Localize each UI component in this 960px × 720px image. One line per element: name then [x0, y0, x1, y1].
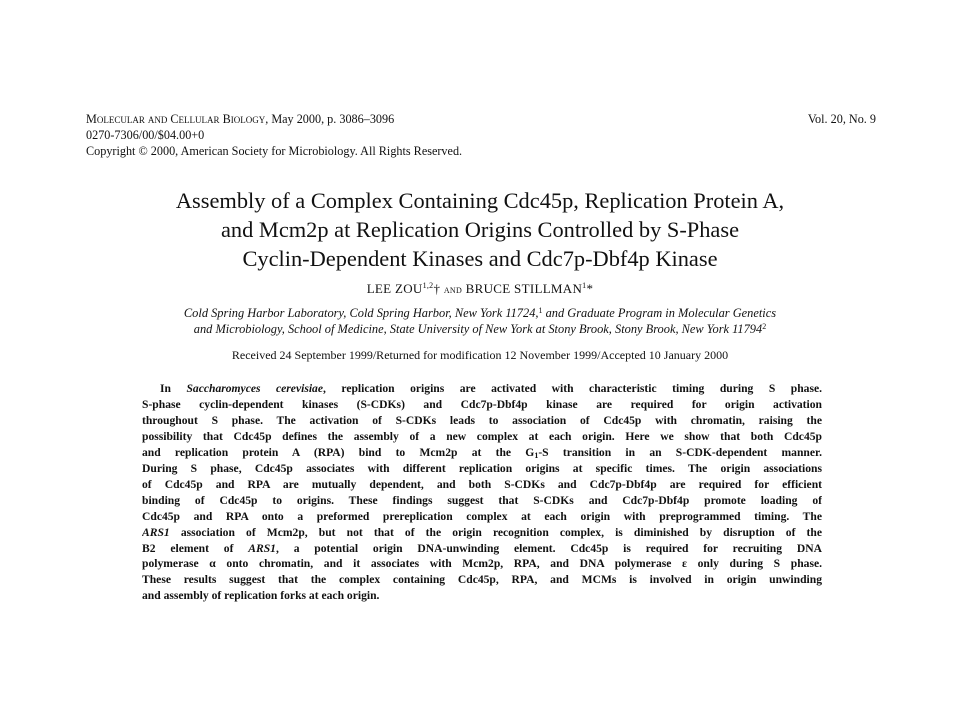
author-footnote-mark: †: [433, 281, 441, 296]
abstract-line: [142, 381, 822, 397]
journal-citation: [86, 111, 394, 127]
abstract-line: throughout S phase. The activation of S-CDKs leads to association of Cdc45p with chromatin, raising the: [142, 413, 822, 427]
received-dates: Received 24 September 1999/Returned for modification 12 November 1999/Accepted 10 January 2000: [231, 348, 729, 362]
abstract-text: and replication protein A (RPA) bind to Mcm2p at the G: [142, 445, 535, 459]
abstract-line: Cdc45p and RPA onto a preformed prereplication complex at each origin with preprogrammed timing. The: [142, 509, 822, 523]
title-line-3: Cyclin-Dependent Kinases and Cdc7p-Dbf4p Kinase: [242, 246, 718, 271]
abstract-line: S-phase cyclin-dependent kinases (S-CDKs) and Cdc7p-Dbf4p kinase are required for origin activation: [142, 397, 822, 411]
affiliation-text: and Microbiology, School of Medicine, State University of New York at Stony Brook, Stony Brook, New York 11794: [193, 322, 763, 336]
abstract-text: association of Mcm2p, but not that of the origin recognition complex, is diminished by disruption of the: [169, 525, 822, 539]
author-line: [0, 281, 960, 298]
article-title: [60, 186, 900, 273]
title-line-2: and Mcm2p at Replication Origins Controlled by S-Phase: [220, 217, 740, 242]
abstract-line: During S phase, Cdc45p associates with different replication origins at specific times. The origin associations: [142, 461, 822, 475]
affiliation-mark: 2: [762, 322, 767, 331]
abstract-text: In: [160, 382, 187, 395]
gene-name: ARS1: [142, 525, 170, 539]
author-name: LEE ZOU: [366, 281, 423, 296]
abstract-line: polymerase α onto chromatin, and it associates with Mcm2p, RPA, and DNA polymerase ε only during S phase.: [142, 557, 822, 571]
abstract: [142, 381, 822, 604]
subscript: 1: [534, 450, 539, 460]
abstract-line: possibility that Cdc45p defines the assembly of a new complex at each origin. Here we show that both Cdc45p: [142, 429, 822, 443]
affiliation-text: Cold Spring Harbor Laboratory, Cold Spring Harbor, New York 11724,: [183, 306, 539, 320]
author-conjunction: and: [443, 284, 463, 296]
abstract-line: These results suggest that the complex containing Cdc45p, RPA, and MCMs is involved in origin unwinding: [142, 573, 822, 587]
journal-issn: 0270-7306/00/$04.00+0: [86, 128, 205, 142]
abstract-text: B2 element of: [142, 541, 249, 555]
abstract-line: [142, 525, 822, 541]
journal-header: [86, 111, 876, 159]
gene-name: ARS1: [248, 541, 276, 555]
abstract-line: and assembly of replication forks at each origin.: [142, 589, 380, 603]
affiliation-line-1: [60, 305, 900, 321]
species-name: Saccharomyces cerevisiae: [186, 382, 323, 395]
abstract-line: of Cdc45p and RPA are mutually dependent, and both S-CDKs and Cdc7p-Dbf4p are required for efficient: [142, 477, 822, 491]
author-footnote-mark: *: [586, 281, 594, 296]
abstract-line: [142, 445, 822, 461]
title-line-1: Assembly of a Complex Containing Cdc45p, Replication Protein A,: [175, 188, 785, 213]
abstract-text: -S transition in an S-CDK-dependent manner.: [538, 445, 822, 459]
affiliation-mark: 1: [538, 306, 543, 315]
abstract-line: [142, 541, 822, 557]
affiliation-line-2: [60, 321, 900, 337]
author-name: BRUCE STILLMAN: [465, 281, 583, 296]
affiliations: [60, 305, 900, 337]
author-affiliation-mark: 1: [582, 281, 587, 290]
affiliation-text: and Graduate Program in Molecular Genetics: [542, 306, 777, 320]
journal-copyright: Copyright © 2000, American Society for Microbiology. All Rights Reserved.: [86, 144, 463, 158]
journal-name: Molecular and Cellular Biology: [86, 112, 266, 126]
journal-volume: Vol. 20, No. 9: [807, 112, 876, 126]
abstract-text: , a potential origin DNA-unwinding element. Cdc45p is required for recruiting DNA: [275, 541, 822, 555]
abstract-line: binding of Cdc45p to origins. These findings suggest that S-CDKs and Cdc7p-Dbf4p promote loading of: [142, 493, 822, 507]
author-affiliation-mark: 1,2: [422, 281, 434, 290]
abstract-text: , replication origins are activated with characteristic timing during S phase.: [323, 382, 822, 395]
journal-date-pages: , May 2000, p. 3086–3096: [265, 112, 395, 126]
